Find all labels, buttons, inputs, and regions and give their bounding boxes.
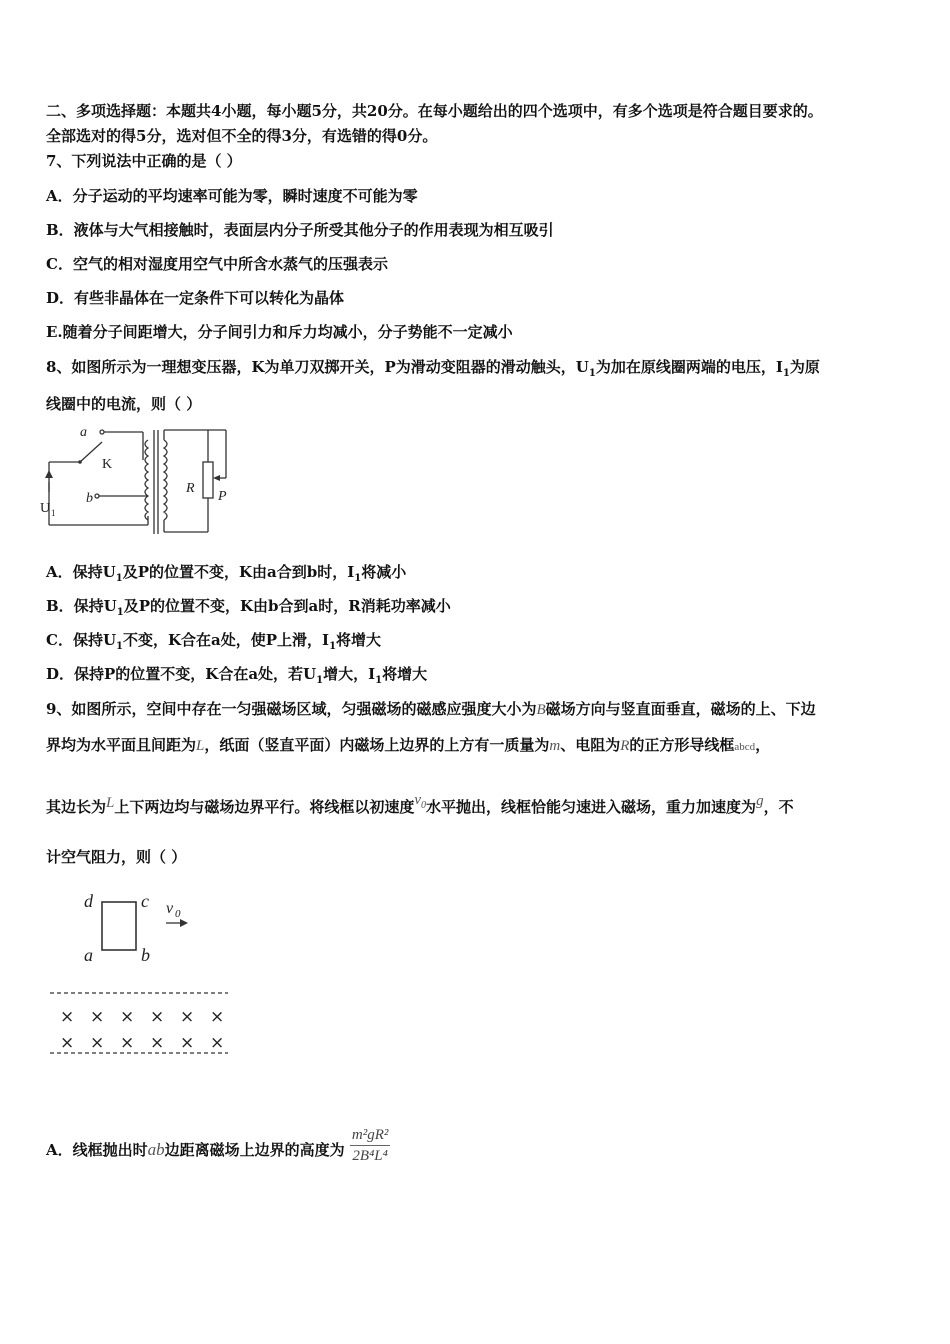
field-cross: ×: [90, 1007, 105, 1027]
field-cross: ×: [180, 1007, 195, 1027]
text: 将减小: [361, 563, 407, 581]
q7-stem: 7、下列说法中正确的是（ ）: [46, 152, 242, 170]
text: C．保持U: [46, 631, 117, 649]
q8-stem-part-2: 为加在原线圈两端的电压，I: [595, 358, 783, 376]
q8-option-b: [46, 596, 910, 623]
q9-stem-line-2: [46, 735, 910, 757]
label-k: K: [102, 457, 113, 472]
field-cross: ×: [150, 1007, 165, 1027]
q9-stem-line-1: [46, 699, 910, 720]
field-cross: ×: [150, 1033, 165, 1053]
text: 将增大: [382, 665, 428, 683]
subscript: 1: [354, 573, 362, 584]
subscript: 1: [316, 675, 324, 686]
subscript: 1: [116, 607, 124, 618]
q7-option-a: A．分子运动的平均速率可能为零，瞬时速度不可能为零: [46, 187, 418, 205]
label-b: b: [141, 945, 150, 965]
subscript: 1: [329, 641, 337, 652]
text: 增大，I: [323, 665, 376, 683]
text: A．线框抛出时: [46, 1141, 148, 1159]
q8-option-d: [46, 664, 910, 691]
subscript: 1: [115, 573, 123, 584]
field-cross: ×: [120, 1007, 135, 1027]
text: 将增大: [336, 631, 382, 649]
subscript: 1: [116, 641, 123, 652]
text: 及P的位置不变，K由a合到b时，I: [122, 563, 355, 581]
text: ，不: [763, 798, 794, 816]
subscript: 1: [782, 368, 790, 379]
text: 上下两边均与磁场边界平行。将线框以初速度: [114, 798, 415, 816]
math-ab: ab: [147, 1140, 165, 1159]
text: 界均为水平面且间距为: [46, 736, 197, 754]
label-v-sub: 0: [175, 908, 181, 920]
subscript: 1: [375, 675, 383, 686]
math-l: L: [106, 795, 115, 811]
text: ，纸面（竖直平面）内磁场上边界的上方有一质量为: [204, 736, 550, 754]
q8-stem-line-1: [46, 357, 910, 384]
field-cross: ×: [210, 1007, 225, 1027]
field-cross: ×: [60, 1033, 75, 1053]
q9-stem-line-4: 计空气阻力，则（ ）: [46, 848, 187, 866]
label-r: R: [186, 481, 195, 496]
q8-stem-part-1: 8、如图所示为一理想变压器，K为单刀双掷开关，P为滑动变阻器的滑动触头，U: [46, 358, 589, 376]
math-r: R: [620, 738, 630, 754]
text: 磁场方向与竖直面垂直，磁场的上、下边: [545, 700, 816, 718]
label-d: d: [84, 891, 93, 911]
math-b: B: [536, 702, 546, 718]
height-fraction: [350, 1126, 391, 1165]
text: 及P的位置不变，K由b合到a时，R消耗功率减小: [123, 597, 451, 615]
text: 的正方形导线框: [629, 736, 735, 754]
label-c: c: [141, 891, 149, 911]
text: 其边长为: [46, 798, 107, 816]
q8-stem-part-3: 为原: [789, 358, 820, 376]
text: B．保持U: [46, 597, 117, 615]
math-v: v: [414, 792, 422, 808]
q9-option-a: [46, 1126, 910, 1170]
label-a: a: [80, 425, 87, 440]
field-cross: ×: [120, 1033, 135, 1053]
section-header-line-2: 全部选对的得5分，选对但不全的得3分，有选错的得0分。: [46, 127, 438, 145]
q8-stem-line-2: 线圈中的电流，则（ ）: [46, 395, 202, 413]
text: 边距离磁场上边界的高度为: [164, 1141, 345, 1159]
label-p: P: [218, 489, 227, 504]
math-g: g: [756, 793, 764, 809]
label-v: v: [166, 900, 174, 917]
math-m: m: [549, 738, 561, 754]
label-a: a: [84, 945, 93, 965]
text: 不变，K合在a处，使P上滑，I: [123, 631, 330, 649]
label-b: b: [86, 491, 93, 506]
math-v0: [414, 792, 427, 811]
text: 、电阻为: [560, 736, 621, 754]
q9-stem-line-3: [46, 792, 910, 824]
fraction-denominator: 2B⁴L⁴: [352, 1147, 388, 1164]
subscript: 0: [421, 800, 427, 811]
field-cross: ×: [60, 1007, 75, 1027]
transformer-circuit-figure: [40, 420, 240, 542]
text: 水平抛出，线框恰能匀速进入磁场，重力加速度为: [426, 798, 757, 816]
label-u: U: [40, 501, 51, 516]
magnetic-field-figure: [44, 888, 244, 1060]
fraction-numerator: m²gR²: [350, 1126, 391, 1146]
q7-option-d: D．有些非晶体在一定条件下可以转化为晶体: [46, 289, 345, 307]
field-cross: ×: [180, 1033, 195, 1053]
text: 9、如图所示，空间中存在一匀强磁场区域，匀强磁场的磁感应强度大小为: [46, 700, 537, 718]
math-l: L: [196, 738, 205, 754]
subscript: 1: [588, 368, 596, 379]
q8-option-a: [46, 562, 910, 589]
text: A．保持U: [46, 563, 116, 581]
math-abcd: abcd: [734, 741, 756, 753]
q8-option-c: [46, 630, 910, 657]
section-header-line-1: 二、多项选择题：本题共4小题，每小题5分，共20分。在每小题给出的四个选项中，有多个选项是符合题目要求的。: [46, 102, 823, 120]
field-cross: ×: [210, 1033, 225, 1053]
text: ，: [755, 736, 771, 754]
text: D．保持P的位置不变，K合在a处，若U: [46, 665, 317, 683]
q7-option-b: B．液体与大气相接触时，表面层内分子所受其他分子的作用表现为相互吸引: [46, 221, 554, 239]
label-u-sub: 1: [51, 508, 56, 518]
q7-option-c: C．空气的相对湿度用空气中所含水蒸气的压强表示: [46, 255, 388, 273]
field-cross: ×: [90, 1033, 105, 1053]
q7-option-e: E.随着分子间距增大，分子间引力和斥力均减小，分子势能不一定减小: [46, 323, 513, 341]
